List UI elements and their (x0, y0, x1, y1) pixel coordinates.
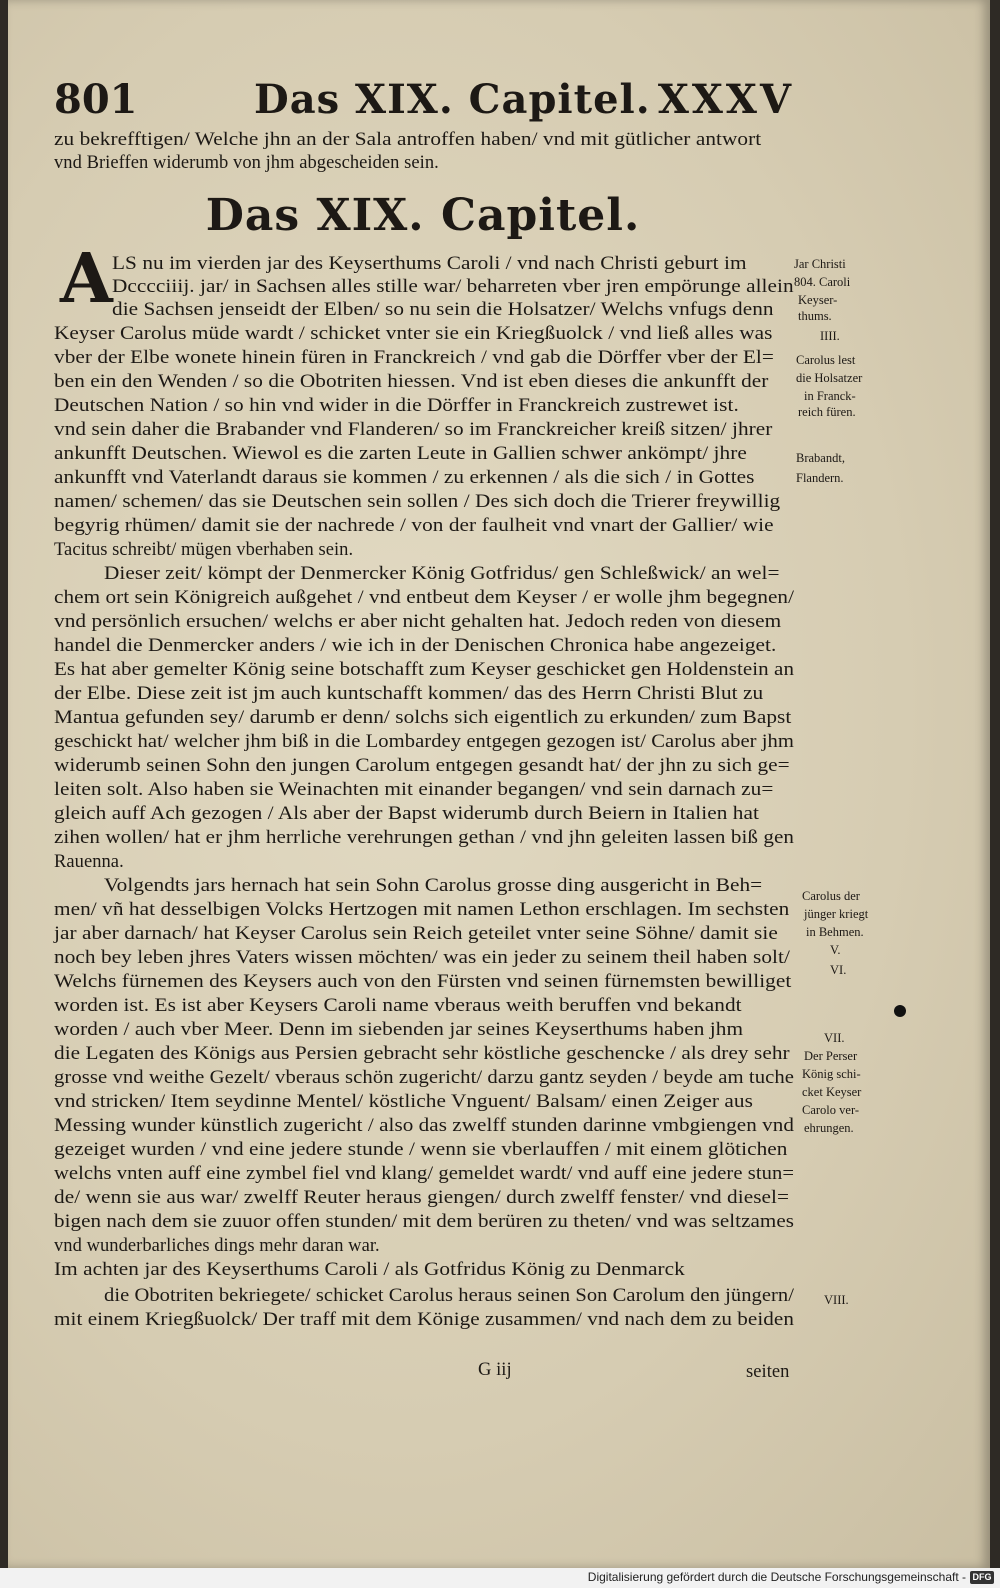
page-number: 801 (54, 76, 138, 123)
text-line: vnd persönlich ersuchen/ welchs er aber nicht gehalten hat. Jedoch reden von diesem (54, 612, 782, 632)
text-line: vber der Elbe wonete hinein füren in Franckreich / vnd gab die Dörffer vber der El= (54, 348, 774, 368)
margin-note: IIII. (820, 329, 840, 343)
text-line: vnd stricken/ Item seydinne Mentel/ köstliche Vnguent/ Balsam/ einen Zeiger aus (54, 1092, 753, 1112)
text-line: Es hat aber gemelter König seine botschafft zum Keyser geschicket gen Holdenstein an (54, 660, 795, 680)
margin-note: Brabandt, (796, 451, 845, 465)
text-line: die Obotriten bekriegete/ schicket Carolus heraus seinen Son Carolum den jüngern/ (104, 1286, 795, 1306)
text-line: die Sachsen jenseidt der Elben/ so nu sein die Holsatzer/ Welchs vnfugs denn (112, 300, 774, 320)
text-line: zihen wollen/ hat er jhm herrliche verehrungen gethan / vnd jhn geleiten lassen biß gen (54, 828, 795, 848)
margin-note: Flandern. (796, 471, 844, 485)
text-line: worden / auch vber Meer. Denn im siebenden jar seines Keyserthums haben jhm (54, 1020, 744, 1040)
text-line: ankunfft vnd Vaterlandt daraus sie kommen / zu erkennen / als die sich / in Gottes (54, 468, 755, 488)
text-line: vnd Brieffen widerumb von jhm abgescheiden sein. (54, 153, 439, 173)
text-line: begyrig rhümen/ damit sie der nachrede / von der faulheit vnd vnart der Gallier/ wie (54, 516, 774, 536)
folio-number: XXXV (657, 76, 794, 123)
text-line: worden ist. Es ist aber Keysers Caroli name vberaus weith beruffen vnd bekandt (54, 996, 742, 1016)
margin-note: Keyser- (798, 293, 838, 307)
chapter-title: Das XIX. Capitel. (205, 190, 641, 241)
margin-note: reich füren. (798, 405, 856, 419)
text-line: ben ein den Wenden / so die Obotriten hiessen. Vnd ist eben dieses die ankunfft der (54, 372, 769, 392)
text-line: men/ vñ hat desselbigen Volcks Hertzogen mit namen Lethon erschlagen. Im sechsten (54, 900, 790, 920)
text-line: jar aber darnach/ hat Keyser Carolus sein Reich geteilet vnter seine Söhne/ damit sie (54, 924, 778, 944)
text-line: noch bey leben jhres Vaters wissen möchten/ was ein jeder zu seinem theil haben solt/ (54, 948, 790, 968)
dfg-logo-icon: DFG (970, 1571, 994, 1584)
text-line: Deutschen Nation / so hin vnd wider in die Dörffer in Franckreich zustrewet ist. (54, 396, 739, 416)
margin-note: VIII. (824, 1293, 849, 1307)
text-line: Keyser Carolus müde wardt / schicket vnter sie ein Kriegßuolck / vnd ließ alles was (54, 324, 773, 344)
text-line: Dcccciiij. jar/ in Sachsen alles stille war/ beharreten vber jren empörunge allein (112, 277, 794, 297)
text-line: mit einem Kriegßuolck/ Der traff mit dem Könige zusammen/ vnd nach dem zu beiden (54, 1310, 795, 1330)
margin-note: Der Perser (804, 1049, 858, 1063)
text-line: Rauenna. (54, 852, 124, 872)
margin-note: thums. (798, 309, 832, 323)
text-line: bigen nach dem sie zuuor offen stunden/ mit dem berüren zu theten/ vnd was seltzames (54, 1212, 794, 1232)
running-title: Das XIX. Capitel. (254, 76, 651, 123)
text-line: gleich auff Ach gezogen / Als aber der Bapst widerumb durch Beiern in Italien hat (54, 804, 759, 824)
ink-dot-mark (894, 1005, 906, 1017)
text-line: leiten solt. Also haben sie Weinachten mit einander begangen/ vnd sein darnach zu= (54, 780, 774, 800)
signature-mark: G iij (478, 1360, 512, 1380)
margin-note: 804. Caroli (794, 275, 851, 289)
text-line: der Elbe. Diese zeit ist jm auch kuntschafft kommen/ das des Herrn Christi Blut zu (54, 684, 764, 704)
text-line: Tacitus schreibt/ mügen vberhaben sein. (54, 540, 354, 560)
margin-note: V. (830, 943, 841, 957)
text-line: LS nu im vierden jar des Keyserthums Caroli / vnd nach Christi geburt im (112, 254, 747, 274)
text-line: zu bekrefftigen/ Welche jhn an der Sala antroffen haben/ vnd mit gütlicher antwort (54, 130, 762, 150)
text-line: Messing wunder künstlich zugericht / also das zwelff stunden darinne vmbgiengen vnd (54, 1116, 794, 1136)
margin-note: die Holsatzer (796, 371, 863, 385)
text-line: ankunfft Deutschen. Wiewol es die zarten Leute in Gallien schwer ankömpt/ jhre (54, 444, 747, 464)
drop-capital: A (60, 239, 113, 319)
text-line: die Legaten des Königs aus Persien gebracht sehr köstliche geschencke / als drey sehr (54, 1044, 790, 1064)
text-line: Welchs fürnemen des Keysers auch von den Fürsten vnd seinen fürnemsten bewilliget (54, 972, 792, 992)
margin-note: Carolus lest (796, 353, 856, 367)
text-line: de/ wenn sie aus war/ zwelff Reuter heraus giengen/ durch zwelff fenster/ vnd diesel= (54, 1188, 790, 1208)
catchword: seiten (746, 1362, 790, 1382)
text-line: gezeiget wurden / vnd eine jedere stunde / wenn sie vberlauffen / mit einem glötichen (54, 1140, 788, 1160)
text-line: vnd wunderbarliches dings mehr daran war. (54, 1236, 380, 1256)
text-line: widerumb seinen Sohn den jungen Carolum entgegen gesandt hat/ der jhn zu sich ge= (54, 756, 790, 776)
margin-note: VI. (830, 963, 847, 977)
text-line: Im achten jar des Keyserthums Caroli / als Gotfridus König zu Denmarck (54, 1260, 685, 1280)
text-line: namen/ schemen/ das sie Deutschen sein sollen / Des sich doch die Trierer freywillig (54, 492, 781, 512)
text-line: Mantua gefunden sey/ darumb er denn/ solchs sich eigentlich zu erkunden/ zum Bapst (54, 708, 792, 728)
margin-note: in Behmen. (806, 925, 864, 939)
margin-note: ehrungen. (804, 1121, 854, 1135)
text-line: handel die Denmercker anders / wie ich in der Denischen Chronica habe angezeiget. (54, 636, 777, 656)
text-line: chem ort sein Königreich außgehet / vnd entbeut dem Keyser / er wolle jhm begegnen/ (54, 588, 795, 608)
margin-note: cket Keyser (802, 1085, 862, 1099)
text-line: geschickt hat/ welcher jhm biß in die Lombardey entgegen gezogen ist/ Carolus aber jhm (54, 732, 795, 752)
book-page (8, 0, 990, 1568)
margin-note: Carolo ver- (802, 1103, 860, 1117)
margin-note: Carolus der (802, 889, 860, 903)
margin-note: in Franck- (804, 389, 856, 403)
margin-note: VII. (824, 1031, 845, 1045)
margin-note: jünger kriegt (804, 907, 869, 921)
footer-credit: Digitalisierung gefördert durch die Deutsche Forschungsgemeinschaft - (587, 1570, 966, 1584)
margin-note: König schi- (802, 1067, 861, 1081)
text-line: Dieser zeit/ kömpt der Denmercker König Gotfridus/ gen Schleßwick/ an wel= (104, 564, 780, 584)
margin-note: Jar Christi (794, 257, 846, 271)
text-line: vnd sein daher die Brabander vnd Flanderen/ so im Franckreicher kreiß sitzen/ jhrer (54, 420, 773, 440)
page-header (54, 76, 794, 126)
footer-bar (0, 1568, 1000, 1588)
text-line: Volgendts jars hernach hat sein Sohn Carolus grosse ding ausgericht in Beh= (104, 876, 763, 896)
text-line: welchs vnten auff eine zymbel fiel vnd klang/ gemeldet wardt/ vnd auff eine jedere stun= (54, 1164, 795, 1184)
text-line: grosse vnd weithe Gezelt/ vberaus schön zugericht/ darzu gantz seyden / beyde am tuche (54, 1068, 795, 1088)
